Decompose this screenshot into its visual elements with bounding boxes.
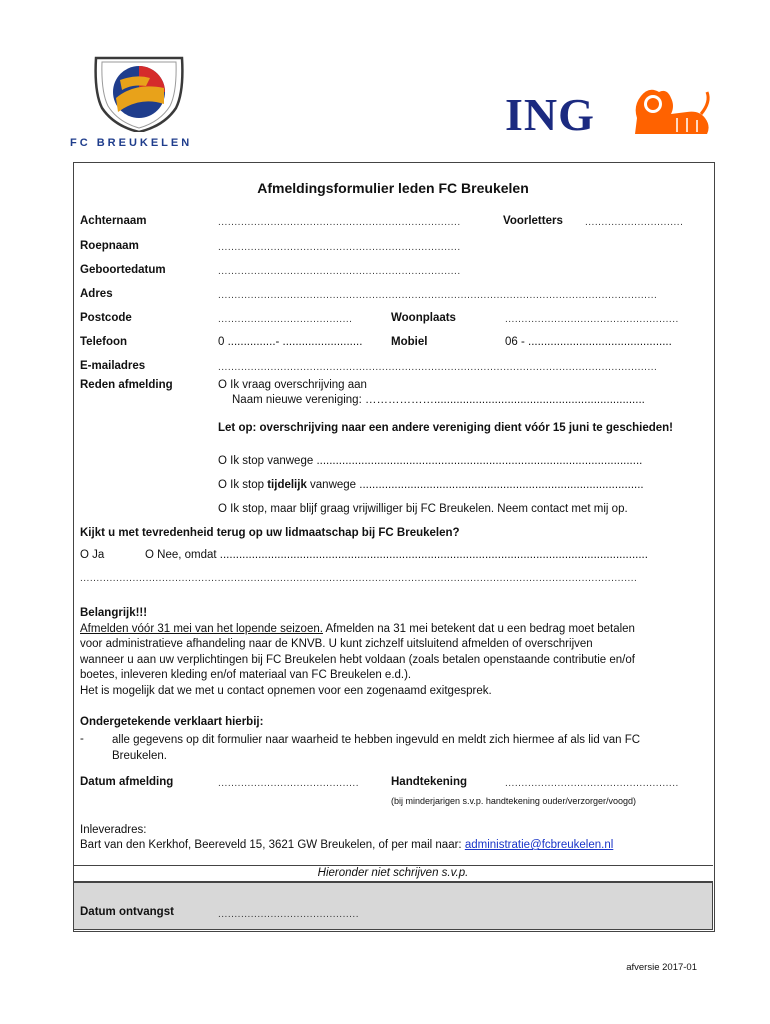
form-frame	[73, 162, 715, 932]
label-geboortedatum: Geboortedatum	[80, 264, 166, 276]
form-title: Afmeldingsformulier leden FC Breukelen	[257, 180, 529, 196]
belangrijk-line3: wanneer u aan uw verplichtingen bij FC Breukelen hebt voldaan (zoals betalen openstaande contributie en/of	[80, 653, 635, 666]
inlever-address-line	[80, 839, 613, 851]
version-label: afversie 2017-01	[626, 962, 697, 973]
belangrijk-line5: Het is mogelijk dat we met u contact opnemen voor een zogenaamd exitgesprek.	[80, 684, 492, 697]
woonplaats-field[interactable]: .....................................................	[505, 314, 679, 325]
datum-afmelding-field[interactable]: ...........................................	[218, 778, 359, 789]
belangrijk-line1: Afmelden na 31 mei betekent dat u een bedrag moet betalen	[322, 622, 635, 635]
option-ja[interactable]: O Ja	[80, 549, 105, 561]
postcode-field[interactable]: .........................................	[218, 314, 353, 325]
label-telefoon: Telefoon	[80, 336, 128, 348]
label-reden: Reden afmelding	[80, 379, 173, 391]
geboortedatum-field[interactable]: ..........................................................................	[218, 266, 461, 277]
label-datum-ontvangst: Datum ontvangst	[80, 906, 174, 918]
roepnaam-field[interactable]: ..........................................................................	[218, 242, 461, 253]
stop-tijdelijk-pre: O Ik stop	[218, 479, 268, 491]
minderjarigen-note: (bij minderjarigen s.v.p. handtekening ouder/verzorger/voogd)	[391, 796, 636, 806]
email-link[interactable]: administratie@fcbreukelen.nl	[464, 839, 614, 851]
label-mobiel: Mobiel	[391, 336, 428, 348]
belangrijk-line2: voor administratieve afhandeling naar de KNVB. U kunt zichzelf uitsluitend afmelden of overschrijven	[80, 638, 593, 650]
tevredenheid-question: Kijkt u met tevredenheid terug op uw lidmaatschap bij FC Breukelen?	[80, 527, 460, 539]
stop-tijdelijk-bold: tijdelijk	[267, 479, 307, 491]
belangrijk-section	[80, 606, 710, 699]
datum-ontvangst-field[interactable]: ...........................................	[218, 909, 359, 920]
label-handtekening: Handtekening	[391, 776, 468, 788]
label-datum-afmelding: Datum afmelding	[80, 776, 174, 788]
option-stop-vanwege[interactable]: O Ik stop vanwege ......................................................................................................	[218, 455, 643, 467]
option-vrijwilliger[interactable]: O Ik stop, maar blijf graag vrijwilliger bij FC Breukelen. Neem contact met mij op.	[218, 503, 628, 515]
handtekening-field[interactable]: .....................................................	[505, 778, 679, 789]
belangrijk-heading: Belangrijk!!!	[80, 607, 148, 619]
ing-logo-text: ING	[505, 89, 595, 140]
statement-line1: alle gegevens op dit formulier naar waarheid te hebben ingevuld en meldt zich hiermee af als lid van FC	[112, 734, 641, 746]
option-nee[interactable]: O Nee, omdat ......................................................................................................................................	[145, 549, 648, 561]
inlever-label: Inleveradres:	[80, 824, 147, 836]
label-woonplaats: Woonplaats	[391, 312, 456, 324]
lion-icon	[627, 84, 713, 138]
email-field[interactable]: ......................................................................................................................................	[218, 362, 658, 373]
club-logo-text: FC BREUKELEN	[70, 137, 193, 149]
label-achternaam: Achternaam	[80, 215, 147, 227]
club-shield-icon	[80, 52, 198, 132]
label-email: E-mailadres	[80, 360, 146, 372]
office-use-header: Hieronder niet schrijven s.v.p.	[73, 865, 713, 882]
belangrijk-deadline: Afmelden vóór 31 mei van het lopende seizoen.	[80, 622, 323, 635]
label-adres: Adres	[80, 288, 113, 300]
nieuwe-vereniging-field[interactable]: Naam nieuwe vereniging: ………………..................................................................	[232, 394, 645, 406]
label-postcode: Postcode	[80, 312, 132, 324]
ondertekening-statement	[112, 733, 712, 764]
option-stop-tijdelijk[interactable]	[218, 479, 697, 491]
inlever-address: Bart van den Kerkhof, Beereveld 15, 3621 GW Breukelen, of per mail naar:	[80, 839, 465, 851]
tevredenheid-extra-line[interactable]: ..........................................................................................................................................................................	[80, 573, 638, 584]
voorletters-field[interactable]: ..............................	[585, 217, 684, 228]
adres-field[interactable]: ......................................................................................................................................	[218, 290, 658, 301]
ing-logo	[505, 82, 715, 140]
belangrijk-line4: boetes, inleveren kleding en/of materiaal van FC Breukelen e.d.).	[80, 669, 412, 681]
achternaam-field[interactable]: ..........................................................................	[218, 217, 461, 228]
let-op-notice: Let op: overschrijving naar een andere vereniging dient vóór 15 juni te geschieden!	[218, 422, 674, 434]
label-roepnaam: Roepnaam	[80, 240, 139, 252]
ondertekening-heading: Ondergetekende verklaart hierbij:	[80, 716, 264, 728]
option-overschrijving[interactable]: O Ik vraag overschrijving aan	[218, 379, 367, 391]
telefoon-field[interactable]: 0 ...............- .........................	[218, 336, 363, 348]
label-voorletters: Voorletters	[503, 215, 563, 227]
stop-tijdelijk-post: vanwege .........................................................................................	[306, 479, 644, 491]
fc-breukelen-logo	[70, 52, 198, 149]
statement-line2: Breukelen.	[112, 749, 167, 762]
mobiel-field[interactable]: 06 - .............................................	[505, 336, 672, 348]
bullet-dash: -	[80, 733, 84, 745]
